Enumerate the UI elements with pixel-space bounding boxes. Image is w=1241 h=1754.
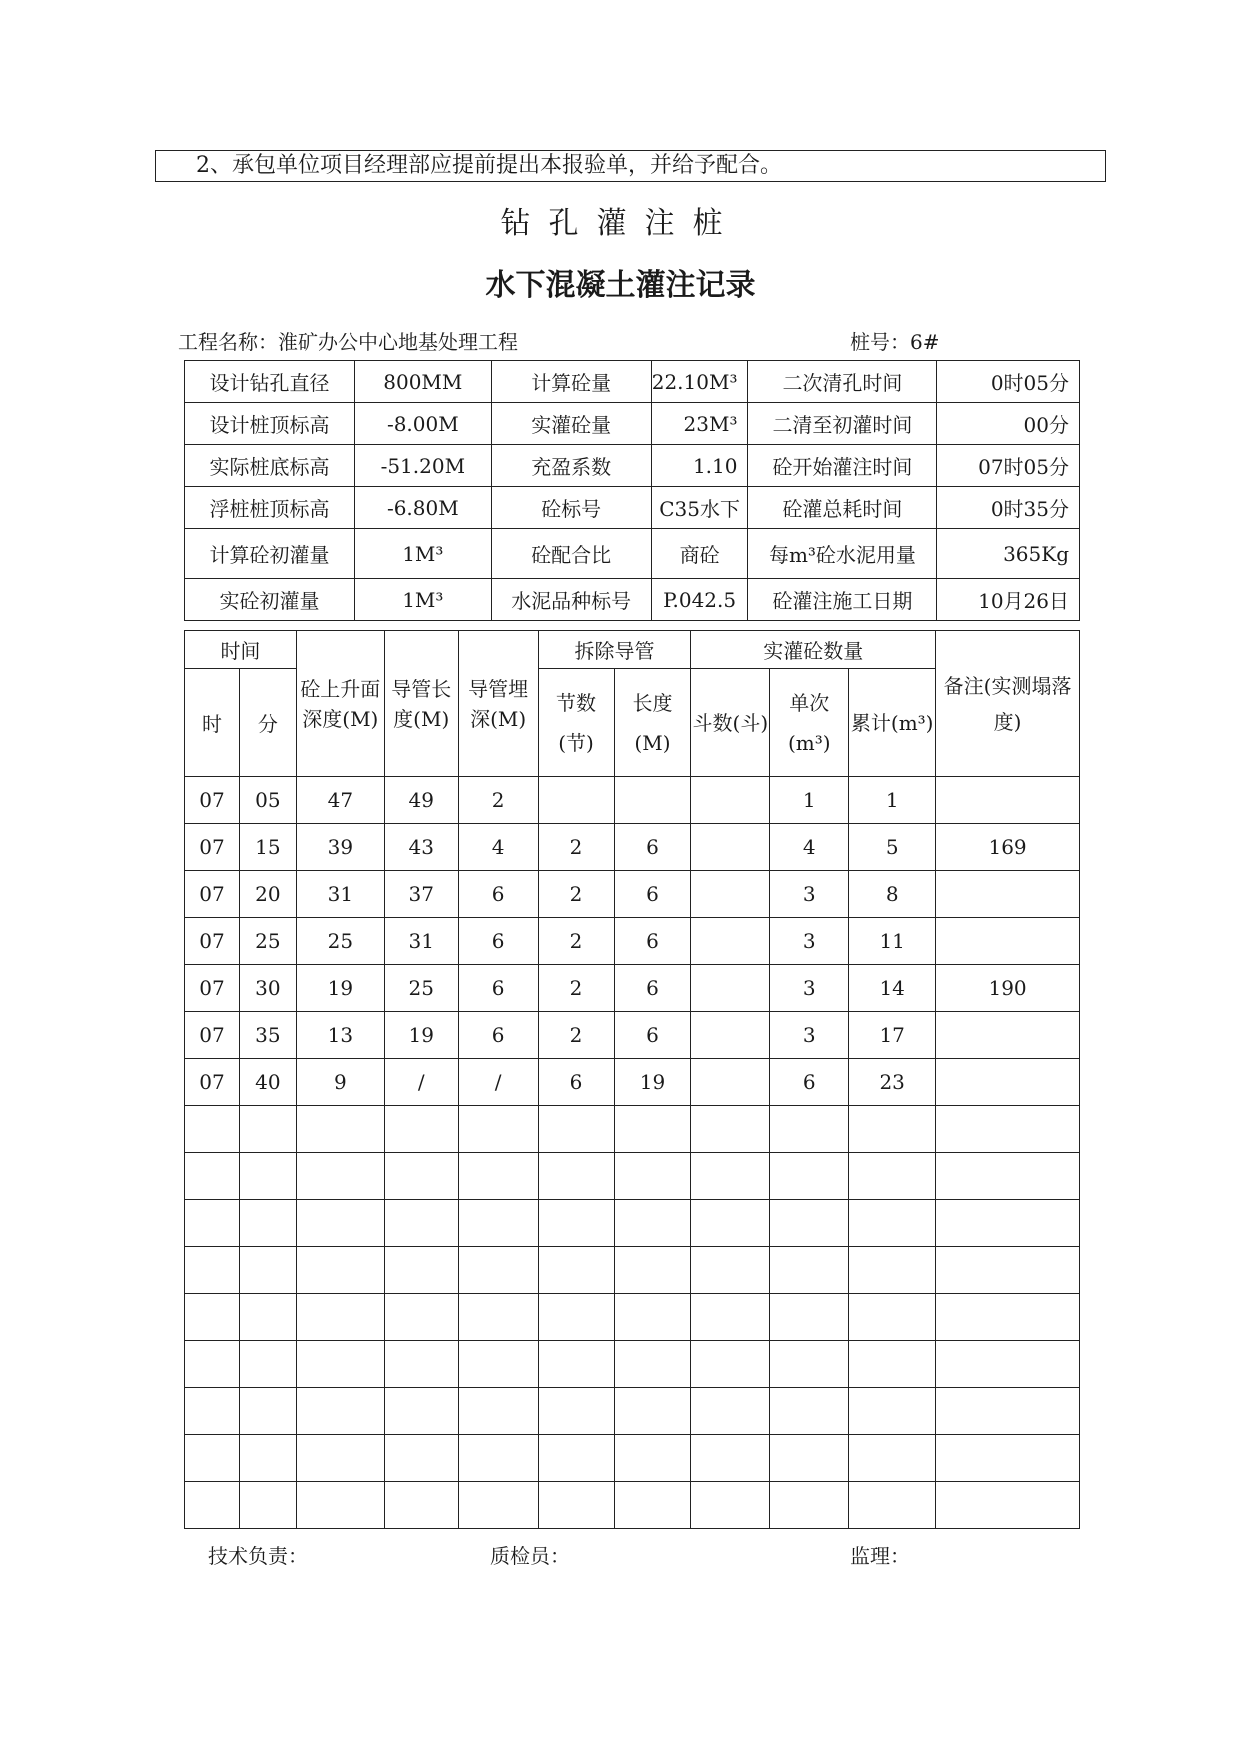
info-row bbox=[185, 529, 1080, 579]
cell-pipe-length bbox=[384, 1106, 458, 1153]
info-label: 充盈系数 bbox=[491, 445, 651, 487]
cell-buckets bbox=[691, 1012, 770, 1059]
cell-buckets bbox=[691, 1200, 770, 1247]
cell-pipe-length bbox=[384, 1153, 458, 1200]
notice-text: 2、承包单位项目经理部应提前提出本报验单，并给予配合。 bbox=[196, 153, 782, 178]
cell-hour: 07 bbox=[185, 777, 240, 824]
cell-remarks bbox=[936, 918, 1080, 965]
info-value: 365Kg bbox=[937, 529, 1080, 579]
cell-single: 6 bbox=[770, 1059, 849, 1106]
header-actual-qty: 实灌砼数量 bbox=[691, 631, 936, 669]
header-remarks: 备注(实测塌落度) bbox=[936, 631, 1080, 777]
info-value: -8.00M bbox=[355, 403, 492, 445]
cell-single: 4 bbox=[770, 824, 849, 871]
info-value: -6.80M bbox=[355, 487, 492, 529]
cell-length: 6 bbox=[614, 824, 691, 871]
cell-pipe-depth: 6 bbox=[458, 918, 538, 965]
info-label: 实际桩底标高 bbox=[185, 445, 355, 487]
header-cumulative: 累计(m³) bbox=[849, 669, 936, 777]
cell-sections bbox=[538, 1482, 614, 1529]
header-pipe-depth: 导管埋深(M) bbox=[458, 631, 538, 777]
header-hour: 时 bbox=[185, 669, 240, 777]
cell-hour bbox=[185, 1294, 240, 1341]
cell-pipe-length: 43 bbox=[384, 824, 458, 871]
cell-cumulative: 14 bbox=[849, 965, 936, 1012]
cell-remarks bbox=[936, 1388, 1080, 1435]
cell-pipe-length bbox=[384, 1482, 458, 1529]
info-row bbox=[185, 445, 1080, 487]
cell-minute bbox=[239, 1341, 296, 1388]
cell-buckets bbox=[691, 777, 770, 824]
cell-rise-depth bbox=[296, 1153, 384, 1200]
cell-pipe-length: / bbox=[384, 1059, 458, 1106]
table-row bbox=[185, 1012, 1080, 1059]
header-pipe-length: 导管长度(M) bbox=[384, 631, 458, 777]
info-value: 23M³ bbox=[651, 403, 748, 445]
cell-cumulative: 8 bbox=[849, 871, 936, 918]
cell-single: 3 bbox=[770, 918, 849, 965]
project-name: 工程名称：淮矿办公中心地基处理工程 bbox=[178, 330, 518, 354]
info-label: 每m³砼水泥用量 bbox=[748, 529, 937, 579]
cell-single bbox=[770, 1388, 849, 1435]
cell-buckets bbox=[691, 824, 770, 871]
info-value: 1M³ bbox=[355, 529, 492, 579]
cell-pipe-depth: 6 bbox=[458, 965, 538, 1012]
cell-minute bbox=[239, 1435, 296, 1482]
cell-buckets bbox=[691, 1153, 770, 1200]
cell-hour bbox=[185, 1435, 240, 1482]
cell-hour bbox=[185, 1341, 240, 1388]
table-row bbox=[185, 1341, 1080, 1388]
cell-sections bbox=[538, 1153, 614, 1200]
cell-single bbox=[770, 1153, 849, 1200]
cell-pipe-length bbox=[384, 1435, 458, 1482]
cell-length bbox=[614, 1388, 691, 1435]
cell-cumulative bbox=[849, 1388, 936, 1435]
cell-remarks bbox=[936, 1012, 1080, 1059]
cell-buckets bbox=[691, 1294, 770, 1341]
cell-hour: 07 bbox=[185, 1012, 240, 1059]
table-row bbox=[185, 1247, 1080, 1294]
table-row bbox=[185, 1435, 1080, 1482]
cell-sections bbox=[538, 1106, 614, 1153]
cell-hour: 07 bbox=[185, 918, 240, 965]
cell-minute: 05 bbox=[239, 777, 296, 824]
info-label: 砼灌总耗时间 bbox=[748, 487, 937, 529]
info-label: 二次清孔时间 bbox=[748, 361, 937, 403]
table-row bbox=[185, 871, 1080, 918]
info-value: 10月26日 bbox=[937, 579, 1080, 621]
cell-length: 6 bbox=[614, 871, 691, 918]
cell-single: 3 bbox=[770, 965, 849, 1012]
cell-pipe-depth: 6 bbox=[458, 871, 538, 918]
cell-pipe-length bbox=[384, 1294, 458, 1341]
cell-rise-depth: 25 bbox=[296, 918, 384, 965]
cell-pipe-depth bbox=[458, 1294, 538, 1341]
cell-sections: 6 bbox=[538, 1059, 614, 1106]
cell-pipe-length: 25 bbox=[384, 965, 458, 1012]
footer-tech: 技术负责： bbox=[208, 1544, 308, 1568]
cell-rise-depth bbox=[296, 1247, 384, 1294]
cell-pipe-length: 37 bbox=[384, 871, 458, 918]
cell-pipe-depth bbox=[458, 1106, 538, 1153]
page-subtitle: 水下混凝土灌注记录 bbox=[485, 268, 756, 303]
cell-remarks bbox=[936, 1247, 1080, 1294]
table-row bbox=[185, 918, 1080, 965]
cell-minute bbox=[239, 1482, 296, 1529]
info-label: 砼标号 bbox=[491, 487, 651, 529]
cell-length: 6 bbox=[614, 1012, 691, 1059]
cell-minute: 25 bbox=[239, 918, 296, 965]
cell-pipe-length bbox=[384, 1247, 458, 1294]
cell-cumulative: 1 bbox=[849, 777, 936, 824]
cell-remarks bbox=[936, 1059, 1080, 1106]
cell-length: 6 bbox=[614, 918, 691, 965]
info-label: 砼开始灌注时间 bbox=[748, 445, 937, 487]
info-label: 计算砼初灌量 bbox=[185, 529, 355, 579]
cell-hour: 07 bbox=[185, 871, 240, 918]
cell-hour: 07 bbox=[185, 1059, 240, 1106]
cell-pipe-depth: 6 bbox=[458, 1012, 538, 1059]
cell-remarks: 190 bbox=[936, 965, 1080, 1012]
cell-cumulative: 5 bbox=[849, 824, 936, 871]
cell-cumulative bbox=[849, 1482, 936, 1529]
cell-rise-depth bbox=[296, 1435, 384, 1482]
info-label: 实砼初灌量 bbox=[185, 579, 355, 621]
header-rise-depth: 砼上升面深度(M) bbox=[296, 631, 384, 777]
cell-length bbox=[614, 1106, 691, 1153]
footer-qc: 质检员： bbox=[490, 1544, 570, 1568]
cell-hour bbox=[185, 1200, 240, 1247]
header-buckets: 斗数(斗) bbox=[691, 669, 770, 777]
cell-rise-depth: 19 bbox=[296, 965, 384, 1012]
info-label: 水泥品种标号 bbox=[491, 579, 651, 621]
cell-hour: 07 bbox=[185, 824, 240, 871]
cell-remarks bbox=[936, 1341, 1080, 1388]
info-value: 商砼 bbox=[651, 529, 748, 579]
cell-cumulative bbox=[849, 1341, 936, 1388]
footer-supervisor: 监理： bbox=[850, 1544, 910, 1568]
cell-minute bbox=[239, 1388, 296, 1435]
cell-hour bbox=[185, 1388, 240, 1435]
info-value: P.042.5 bbox=[651, 579, 748, 621]
cell-minute: 15 bbox=[239, 824, 296, 871]
cell-buckets bbox=[691, 1341, 770, 1388]
cell-rise-depth: 39 bbox=[296, 824, 384, 871]
cell-pipe-length bbox=[384, 1341, 458, 1388]
cell-single bbox=[770, 1482, 849, 1529]
cell-cumulative bbox=[849, 1153, 936, 1200]
table-row bbox=[185, 1059, 1080, 1106]
header-minute: 分 bbox=[239, 669, 296, 777]
info-label: 二清至初灌时间 bbox=[748, 403, 937, 445]
info-value: 00分 bbox=[937, 403, 1080, 445]
info-row bbox=[185, 403, 1080, 445]
info-value: 0时35分 bbox=[937, 487, 1080, 529]
info-value: 1M³ bbox=[355, 579, 492, 621]
info-row bbox=[185, 579, 1080, 621]
cell-pipe-depth bbox=[458, 1388, 538, 1435]
cell-remarks bbox=[936, 1435, 1080, 1482]
cell-cumulative bbox=[849, 1435, 936, 1482]
cell-minute: 30 bbox=[239, 965, 296, 1012]
pile-number: 桩号：6# bbox=[850, 330, 940, 354]
cell-rise-depth bbox=[296, 1294, 384, 1341]
info-row bbox=[185, 487, 1080, 529]
cell-length bbox=[614, 1200, 691, 1247]
cell-buckets bbox=[691, 918, 770, 965]
table-row bbox=[185, 1294, 1080, 1341]
info-label: 计算砼量 bbox=[491, 361, 651, 403]
info-row bbox=[185, 361, 1080, 403]
info-table bbox=[184, 360, 1080, 621]
cell-remarks: 169 bbox=[936, 824, 1080, 871]
cell-minute bbox=[239, 1106, 296, 1153]
cell-rise-depth: 13 bbox=[296, 1012, 384, 1059]
cell-rise-depth bbox=[296, 1482, 384, 1529]
cell-rise-depth bbox=[296, 1200, 384, 1247]
cell-buckets bbox=[691, 1106, 770, 1153]
cell-single bbox=[770, 1106, 849, 1153]
cell-sections: 2 bbox=[538, 824, 614, 871]
cell-single bbox=[770, 1200, 849, 1247]
cell-rise-depth: 31 bbox=[296, 871, 384, 918]
info-value: 22.10M³ bbox=[651, 361, 748, 403]
cell-pipe-length: 19 bbox=[384, 1012, 458, 1059]
cell-hour bbox=[185, 1153, 240, 1200]
table-row bbox=[185, 1153, 1080, 1200]
cell-rise-depth: 9 bbox=[296, 1059, 384, 1106]
cell-single: 3 bbox=[770, 1012, 849, 1059]
cell-single bbox=[770, 1294, 849, 1341]
cell-pipe-depth bbox=[458, 1435, 538, 1482]
cell-minute bbox=[239, 1153, 296, 1200]
cell-rise-depth: 47 bbox=[296, 777, 384, 824]
cell-pipe-depth bbox=[458, 1482, 538, 1529]
cell-sections bbox=[538, 777, 614, 824]
table-row bbox=[185, 1482, 1080, 1529]
cell-sections bbox=[538, 1247, 614, 1294]
cell-single: 1 bbox=[770, 777, 849, 824]
record-table bbox=[184, 630, 1080, 1529]
info-value: 0时05分 bbox=[937, 361, 1080, 403]
cell-pipe-depth: 2 bbox=[458, 777, 538, 824]
cell-length bbox=[614, 1153, 691, 1200]
cell-pipe-depth bbox=[458, 1247, 538, 1294]
cell-pipe-length: 31 bbox=[384, 918, 458, 965]
info-label: 设计桩顶标高 bbox=[185, 403, 355, 445]
cell-cumulative bbox=[849, 1294, 936, 1341]
info-label: 砼灌注施工日期 bbox=[748, 579, 937, 621]
cell-pipe-depth bbox=[458, 1200, 538, 1247]
cell-remarks bbox=[936, 1200, 1080, 1247]
info-label: 浮桩桩顶标高 bbox=[185, 487, 355, 529]
cell-buckets bbox=[691, 871, 770, 918]
cell-buckets bbox=[691, 1388, 770, 1435]
cell-minute bbox=[239, 1200, 296, 1247]
cell-buckets bbox=[691, 1247, 770, 1294]
table-row bbox=[185, 824, 1080, 871]
cell-pipe-length bbox=[384, 1200, 458, 1247]
header-length: 长度(M) bbox=[614, 669, 691, 777]
cell-length bbox=[614, 1294, 691, 1341]
cell-rise-depth bbox=[296, 1106, 384, 1153]
cell-minute: 40 bbox=[239, 1059, 296, 1106]
cell-length bbox=[614, 1435, 691, 1482]
cell-remarks bbox=[936, 871, 1080, 918]
table-row bbox=[185, 965, 1080, 1012]
header-sections: 节数(节) bbox=[538, 669, 614, 777]
cell-remarks bbox=[936, 1294, 1080, 1341]
cell-buckets bbox=[691, 965, 770, 1012]
cell-sections: 2 bbox=[538, 965, 614, 1012]
cell-single bbox=[770, 1435, 849, 1482]
cell-remarks bbox=[936, 777, 1080, 824]
cell-cumulative bbox=[849, 1200, 936, 1247]
cell-minute bbox=[239, 1294, 296, 1341]
cell-minute: 20 bbox=[239, 871, 296, 918]
cell-length bbox=[614, 1341, 691, 1388]
cell-sections bbox=[538, 1341, 614, 1388]
info-label: 实灌砼量 bbox=[491, 403, 651, 445]
cell-remarks bbox=[936, 1106, 1080, 1153]
cell-sections bbox=[538, 1294, 614, 1341]
notice-box bbox=[155, 150, 1106, 182]
info-value: 07时05分 bbox=[937, 445, 1080, 487]
header-remove-pipe: 拆除导管 bbox=[538, 631, 691, 669]
cell-single bbox=[770, 1247, 849, 1294]
table-row bbox=[185, 1106, 1080, 1153]
cell-cumulative: 23 bbox=[849, 1059, 936, 1106]
cell-sections: 2 bbox=[538, 1012, 614, 1059]
cell-length bbox=[614, 1482, 691, 1529]
table-row bbox=[185, 777, 1080, 824]
info-label: 设计钻孔直径 bbox=[185, 361, 355, 403]
cell-pipe-depth bbox=[458, 1153, 538, 1200]
cell-sections: 2 bbox=[538, 871, 614, 918]
cell-hour bbox=[185, 1482, 240, 1529]
cell-hour bbox=[185, 1247, 240, 1294]
cell-sections bbox=[538, 1388, 614, 1435]
cell-length: 6 bbox=[614, 965, 691, 1012]
cell-rise-depth bbox=[296, 1341, 384, 1388]
info-value: C35水下 bbox=[651, 487, 748, 529]
cell-pipe-length bbox=[384, 1388, 458, 1435]
cell-minute bbox=[239, 1247, 296, 1294]
table-row bbox=[185, 1388, 1080, 1435]
cell-pipe-depth bbox=[458, 1341, 538, 1388]
cell-length: 19 bbox=[614, 1059, 691, 1106]
info-label: 砼配合比 bbox=[491, 529, 651, 579]
cell-remarks bbox=[936, 1482, 1080, 1529]
cell-buckets bbox=[691, 1435, 770, 1482]
cell-length bbox=[614, 1247, 691, 1294]
cell-buckets bbox=[691, 1482, 770, 1529]
page-title: 钻孔灌注桩 bbox=[500, 206, 741, 241]
cell-cumulative: 17 bbox=[849, 1012, 936, 1059]
cell-pipe-length: 49 bbox=[384, 777, 458, 824]
cell-hour bbox=[185, 1106, 240, 1153]
cell-buckets bbox=[691, 1059, 770, 1106]
cell-pipe-depth: / bbox=[458, 1059, 538, 1106]
cell-single bbox=[770, 1341, 849, 1388]
cell-sections bbox=[538, 1435, 614, 1482]
header-single: 单次(m³) bbox=[770, 669, 849, 777]
cell-cumulative: 11 bbox=[849, 918, 936, 965]
cell-cumulative bbox=[849, 1247, 936, 1294]
table-row bbox=[185, 1200, 1080, 1247]
info-value: -51.20M bbox=[355, 445, 492, 487]
info-value: 800MM bbox=[355, 361, 492, 403]
cell-sections: 2 bbox=[538, 918, 614, 965]
cell-length bbox=[614, 777, 691, 824]
cell-rise-depth bbox=[296, 1388, 384, 1435]
cell-hour: 07 bbox=[185, 965, 240, 1012]
info-value: 1.10 bbox=[651, 445, 748, 487]
cell-pipe-depth: 4 bbox=[458, 824, 538, 871]
header-time: 时间 bbox=[185, 631, 297, 669]
cell-cumulative bbox=[849, 1106, 936, 1153]
cell-single: 3 bbox=[770, 871, 849, 918]
cell-remarks bbox=[936, 1153, 1080, 1200]
cell-minute: 35 bbox=[239, 1012, 296, 1059]
cell-sections bbox=[538, 1200, 614, 1247]
